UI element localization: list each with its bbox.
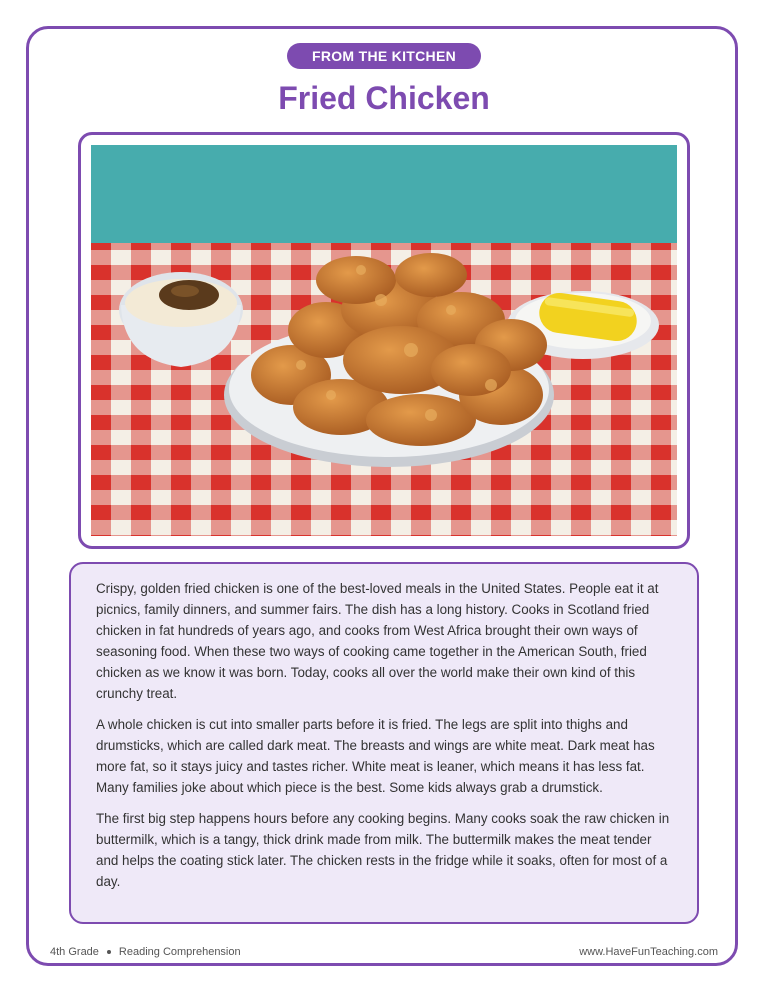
passage-paragraph-2: A whole chicken is cut into smaller parts before it is fried. The legs are split into thighs and drumsticks, which are called dark meat. The breasts and wings are white meat. Dark meat has more fat, so it stays juicy and tastes richer. White meat is leaner, which means it has less fat. Many families joke about which piece is the best. Some kids always grab a drumstick. [96, 717, 655, 795]
footer-website[interactable]: www.HaveFunTeaching.com [579, 946, 718, 958]
passage-paragraph-3: The first big step happens hours before any cooking begins. Many cooks soak the raw chicken in buttermilk, which is a tangy, thick drink made from milk. The buttermilk makes the meat tender and helps the coating stick later. The chicken rests in the fridge while it soaks, often for most of a day. [96, 811, 670, 889]
section-badge: FROM THE KITCHEN [287, 43, 481, 69]
passage-paragraph-1: Crispy, golden fried chicken is one of the best-loved meals in the United States. People eat it at picnics, family dinners, and summer fairs. The dish has a long history. Cooks in Scotland fried chicken in fat hundreds of years ago, and cooks from West Africa brought their own ways of seasoning food. When these two ways of cooking came together in the American South, fried chicken as we know it was born. Today, cooks all over the world make their own kind of this crunchy treat. [96, 581, 659, 701]
page-title: Fried Chicken [278, 80, 490, 116]
footer-grade-info [50, 946, 241, 958]
fried-chicken-illustration [91, 145, 677, 536]
illustration-frame [78, 132, 690, 549]
footer-subject: Reading Comprehension [118, 946, 241, 958]
reading-passage [69, 562, 699, 924]
footer-grade: 4th Grade [50, 946, 99, 958]
bullet-dot-icon [107, 950, 111, 954]
